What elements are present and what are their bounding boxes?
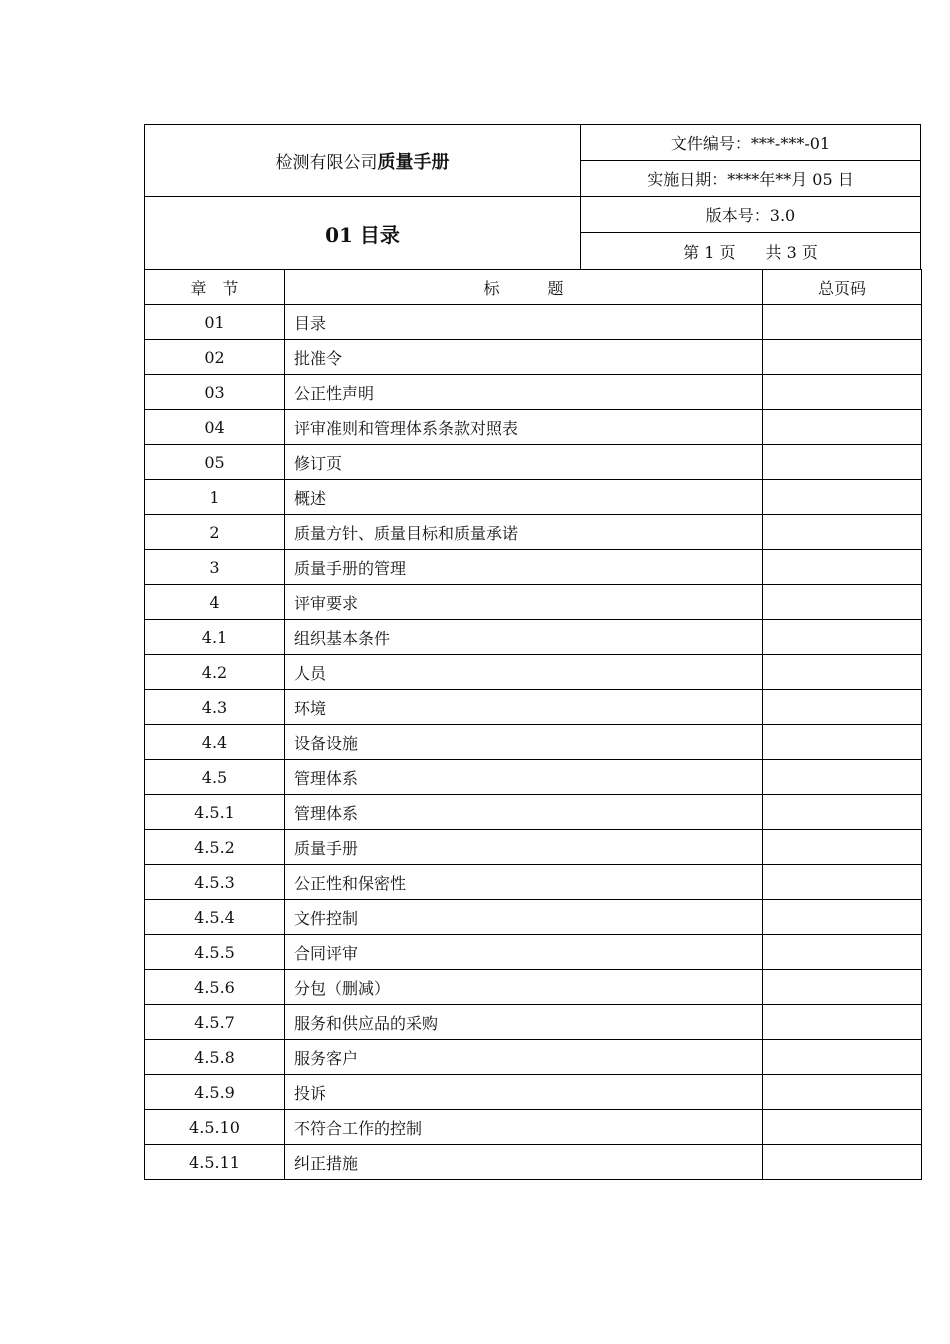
chapter-number: 1: [145, 480, 285, 515]
chapter-title: 不符合工作的控制: [285, 1110, 763, 1145]
chapter-pages: [763, 1005, 922, 1040]
chapter-pages: [763, 515, 922, 550]
chapter-pages: [763, 1040, 922, 1075]
chapter-number: 4.2: [145, 655, 285, 690]
chapter-pages: [763, 585, 922, 620]
chapter-title: 组织基本条件: [285, 620, 763, 655]
page-total: 共 3 页: [765, 243, 818, 262]
chapter-number: 04: [145, 410, 285, 445]
chapter-pages: [763, 445, 922, 480]
chapter-number: 4.5.10: [145, 1110, 285, 1145]
chapter-pages: [763, 1145, 922, 1180]
doc-number: 文件编号：***-***-01: [581, 125, 920, 161]
chapter-title: 修订页: [285, 445, 763, 480]
column-header-title: 标 题: [285, 270, 763, 305]
chapter-title: 服务和供应品的采购: [285, 1005, 763, 1040]
chapter-title: 评审要求: [285, 585, 763, 620]
chapter-number: 4.3: [145, 690, 285, 725]
table-row: [145, 340, 922, 375]
chapter-number: 03: [145, 375, 285, 410]
chapter-pages: [763, 375, 922, 410]
table-row: [145, 550, 922, 585]
effective-date: 实施日期：****年**月 05 日: [581, 161, 920, 197]
chapter-title: 批准令: [285, 340, 763, 375]
table-row: [145, 305, 922, 340]
chapter-title: 管理体系: [285, 795, 763, 830]
chapter-title: 目录: [285, 305, 763, 340]
chapter-title: 公正性和保密性: [285, 865, 763, 900]
table-row: [145, 585, 922, 620]
table-row: [145, 1040, 922, 1075]
chapter-number: 4.5.6: [145, 970, 285, 1005]
table-row: [145, 830, 922, 865]
version-number: 版本号：3.0: [581, 197, 920, 233]
chapter-pages: [763, 760, 922, 795]
table-row: [145, 480, 922, 515]
chapter-number: 4.5.7: [145, 1005, 285, 1040]
chapter-pages: [763, 340, 922, 375]
table-row: [145, 935, 922, 970]
chapter-title: 质量手册: [285, 830, 763, 865]
chapter-number: 4.5.9: [145, 1075, 285, 1110]
chapter-number: 4.1: [145, 620, 285, 655]
chapter-title: 评审准则和管理体系条款对照表: [285, 410, 763, 445]
table-row: [145, 515, 922, 550]
column-header-chapter: 章 节: [145, 270, 285, 305]
chapter-pages: [763, 830, 922, 865]
page-info: [581, 234, 920, 269]
manual-title: 质量手册: [377, 151, 450, 173]
chapter-title: 设备设施: [285, 725, 763, 760]
chapter-pages: [763, 480, 922, 515]
chapter-pages: [763, 900, 922, 935]
section-title: 01 目录: [145, 197, 581, 269]
table-row: [145, 970, 922, 1005]
chapter-number: 4.5: [145, 760, 285, 795]
chapter-title: 纠正措施: [285, 1145, 763, 1180]
table-row: [145, 1075, 922, 1110]
table-row: [145, 760, 922, 795]
table-row: [145, 795, 922, 830]
chapter-title: 投诉: [285, 1075, 763, 1110]
chapter-title: 服务客户: [285, 1040, 763, 1075]
chapter-number: 4.5.2: [145, 830, 285, 865]
chapter-title: 管理体系: [285, 760, 763, 795]
chapter-pages: [763, 655, 922, 690]
toc-body: [145, 305, 922, 1180]
chapter-title: 质量手册的管理: [285, 550, 763, 585]
chapter-number: 4.5.4: [145, 900, 285, 935]
table-row: [145, 865, 922, 900]
chapter-number: 05: [145, 445, 285, 480]
chapter-number: 4.5.11: [145, 1145, 285, 1180]
table-row: [145, 375, 922, 410]
chapter-title: 合同评审: [285, 935, 763, 970]
chapter-title: 分包（删减）: [285, 970, 763, 1005]
chapter-title: 概述: [285, 480, 763, 515]
chapter-pages: [763, 1110, 922, 1145]
table-row: [145, 1110, 922, 1145]
manual-title-cell: [145, 125, 581, 197]
chapter-title: 公正性声明: [285, 375, 763, 410]
table-row: [145, 1005, 922, 1040]
document-header: [144, 124, 921, 270]
chapter-pages: [763, 410, 922, 445]
chapter-pages: [763, 795, 922, 830]
chapter-pages: [763, 690, 922, 725]
chapter-number: 01: [145, 305, 285, 340]
chapter-title: 人员: [285, 655, 763, 690]
chapter-title: 文件控制: [285, 900, 763, 935]
chapter-pages: [763, 620, 922, 655]
column-header-pages: 总页码: [763, 270, 922, 305]
chapter-pages: [763, 865, 922, 900]
chapter-number: 4.4: [145, 725, 285, 760]
table-row: [145, 900, 922, 935]
company-name: 检测有限公司: [275, 153, 378, 173]
chapter-title: 质量方针、质量目标和质量承诺: [285, 515, 763, 550]
table-row: [145, 410, 922, 445]
chapter-pages: [763, 550, 922, 585]
chapter-number: 4.5.3: [145, 865, 285, 900]
table-row: [145, 1145, 922, 1180]
chapter-number: 2: [145, 515, 285, 550]
table-row: [145, 445, 922, 480]
toc-header-row: [145, 270, 922, 305]
table-row: [145, 620, 922, 655]
table-of-contents: [144, 269, 922, 1180]
chapter-number: 4.5.1: [145, 795, 285, 830]
chapter-number: 4.5.8: [145, 1040, 285, 1075]
chapter-pages: [763, 305, 922, 340]
chapter-number: 4.5.5: [145, 935, 285, 970]
table-row: [145, 655, 922, 690]
chapter-number: 4: [145, 585, 285, 620]
chapter-pages: [763, 725, 922, 760]
page-current: 第 1 页: [683, 243, 736, 262]
chapter-number: 3: [145, 550, 285, 585]
chapter-title: 环境: [285, 690, 763, 725]
chapter-pages: [763, 1075, 922, 1110]
chapter-pages: [763, 935, 922, 970]
table-row: [145, 725, 922, 760]
table-row: [145, 690, 922, 725]
chapter-number: 02: [145, 340, 285, 375]
chapter-pages: [763, 970, 922, 1005]
